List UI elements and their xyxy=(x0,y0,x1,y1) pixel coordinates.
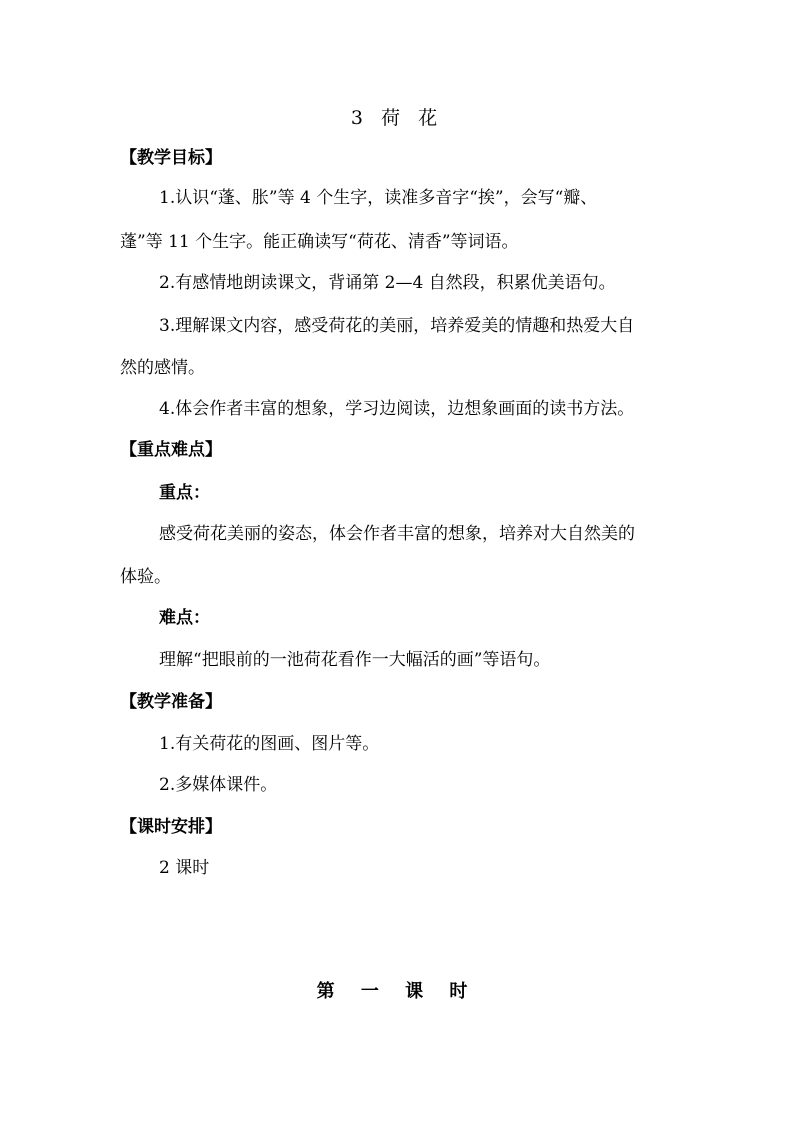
document-title: 3 荷 花 xyxy=(350,107,444,129)
key-points-heading: 【重点难点】 xyxy=(120,440,222,460)
preparation-item-1: 1.有关荷花的图画、图片等。 xyxy=(159,734,380,754)
difficulty-text: 理解“把眼前的一池荷花看作一大幅活的画”等语句。 xyxy=(159,650,551,670)
goals-heading: 【教学目标】 xyxy=(120,148,222,168)
goal-item-2: 2.有感情地朗读课文，背诵第 2—4 自然段，积累优美语句。 xyxy=(159,273,616,293)
goal-item-3-line-2: 然的感情。 xyxy=(120,358,205,378)
preparation-heading: 【教学准备】 xyxy=(120,692,222,712)
schedule-heading: 【课时安排】 xyxy=(120,817,222,837)
focus-label: 重点： xyxy=(159,483,210,503)
goal-item-1-line-1: 1.认识“蓬、胀”等 4 个生字，读准多音字“挨”，会写“瓣、 xyxy=(159,188,598,208)
difficulty-label: 难点： xyxy=(159,608,210,628)
goal-item-4: 4.体会作者丰富的想象，学习边阅读，边想象画面的读书方法。 xyxy=(159,399,635,419)
lesson-title: 第 一 课 时 xyxy=(316,981,478,1002)
goal-item-3-line-1: 3.理解课文内容，感受荷花的美丽，培养爱美的情趣和热爱大自 xyxy=(159,316,635,336)
goal-item-1-line-2: 蓬”等 11 个生字。能正确读写“荷花、清香”等词语。 xyxy=(120,232,519,252)
preparation-item-2: 2.多媒体课件。 xyxy=(159,775,278,795)
focus-text-line-1: 感受荷花美丽的姿态，体会作者丰富的想象，培养对大自然美的 xyxy=(159,524,635,544)
focus-text-line-2: 体验。 xyxy=(120,567,171,587)
schedule-text: 2 课时 xyxy=(159,858,210,878)
